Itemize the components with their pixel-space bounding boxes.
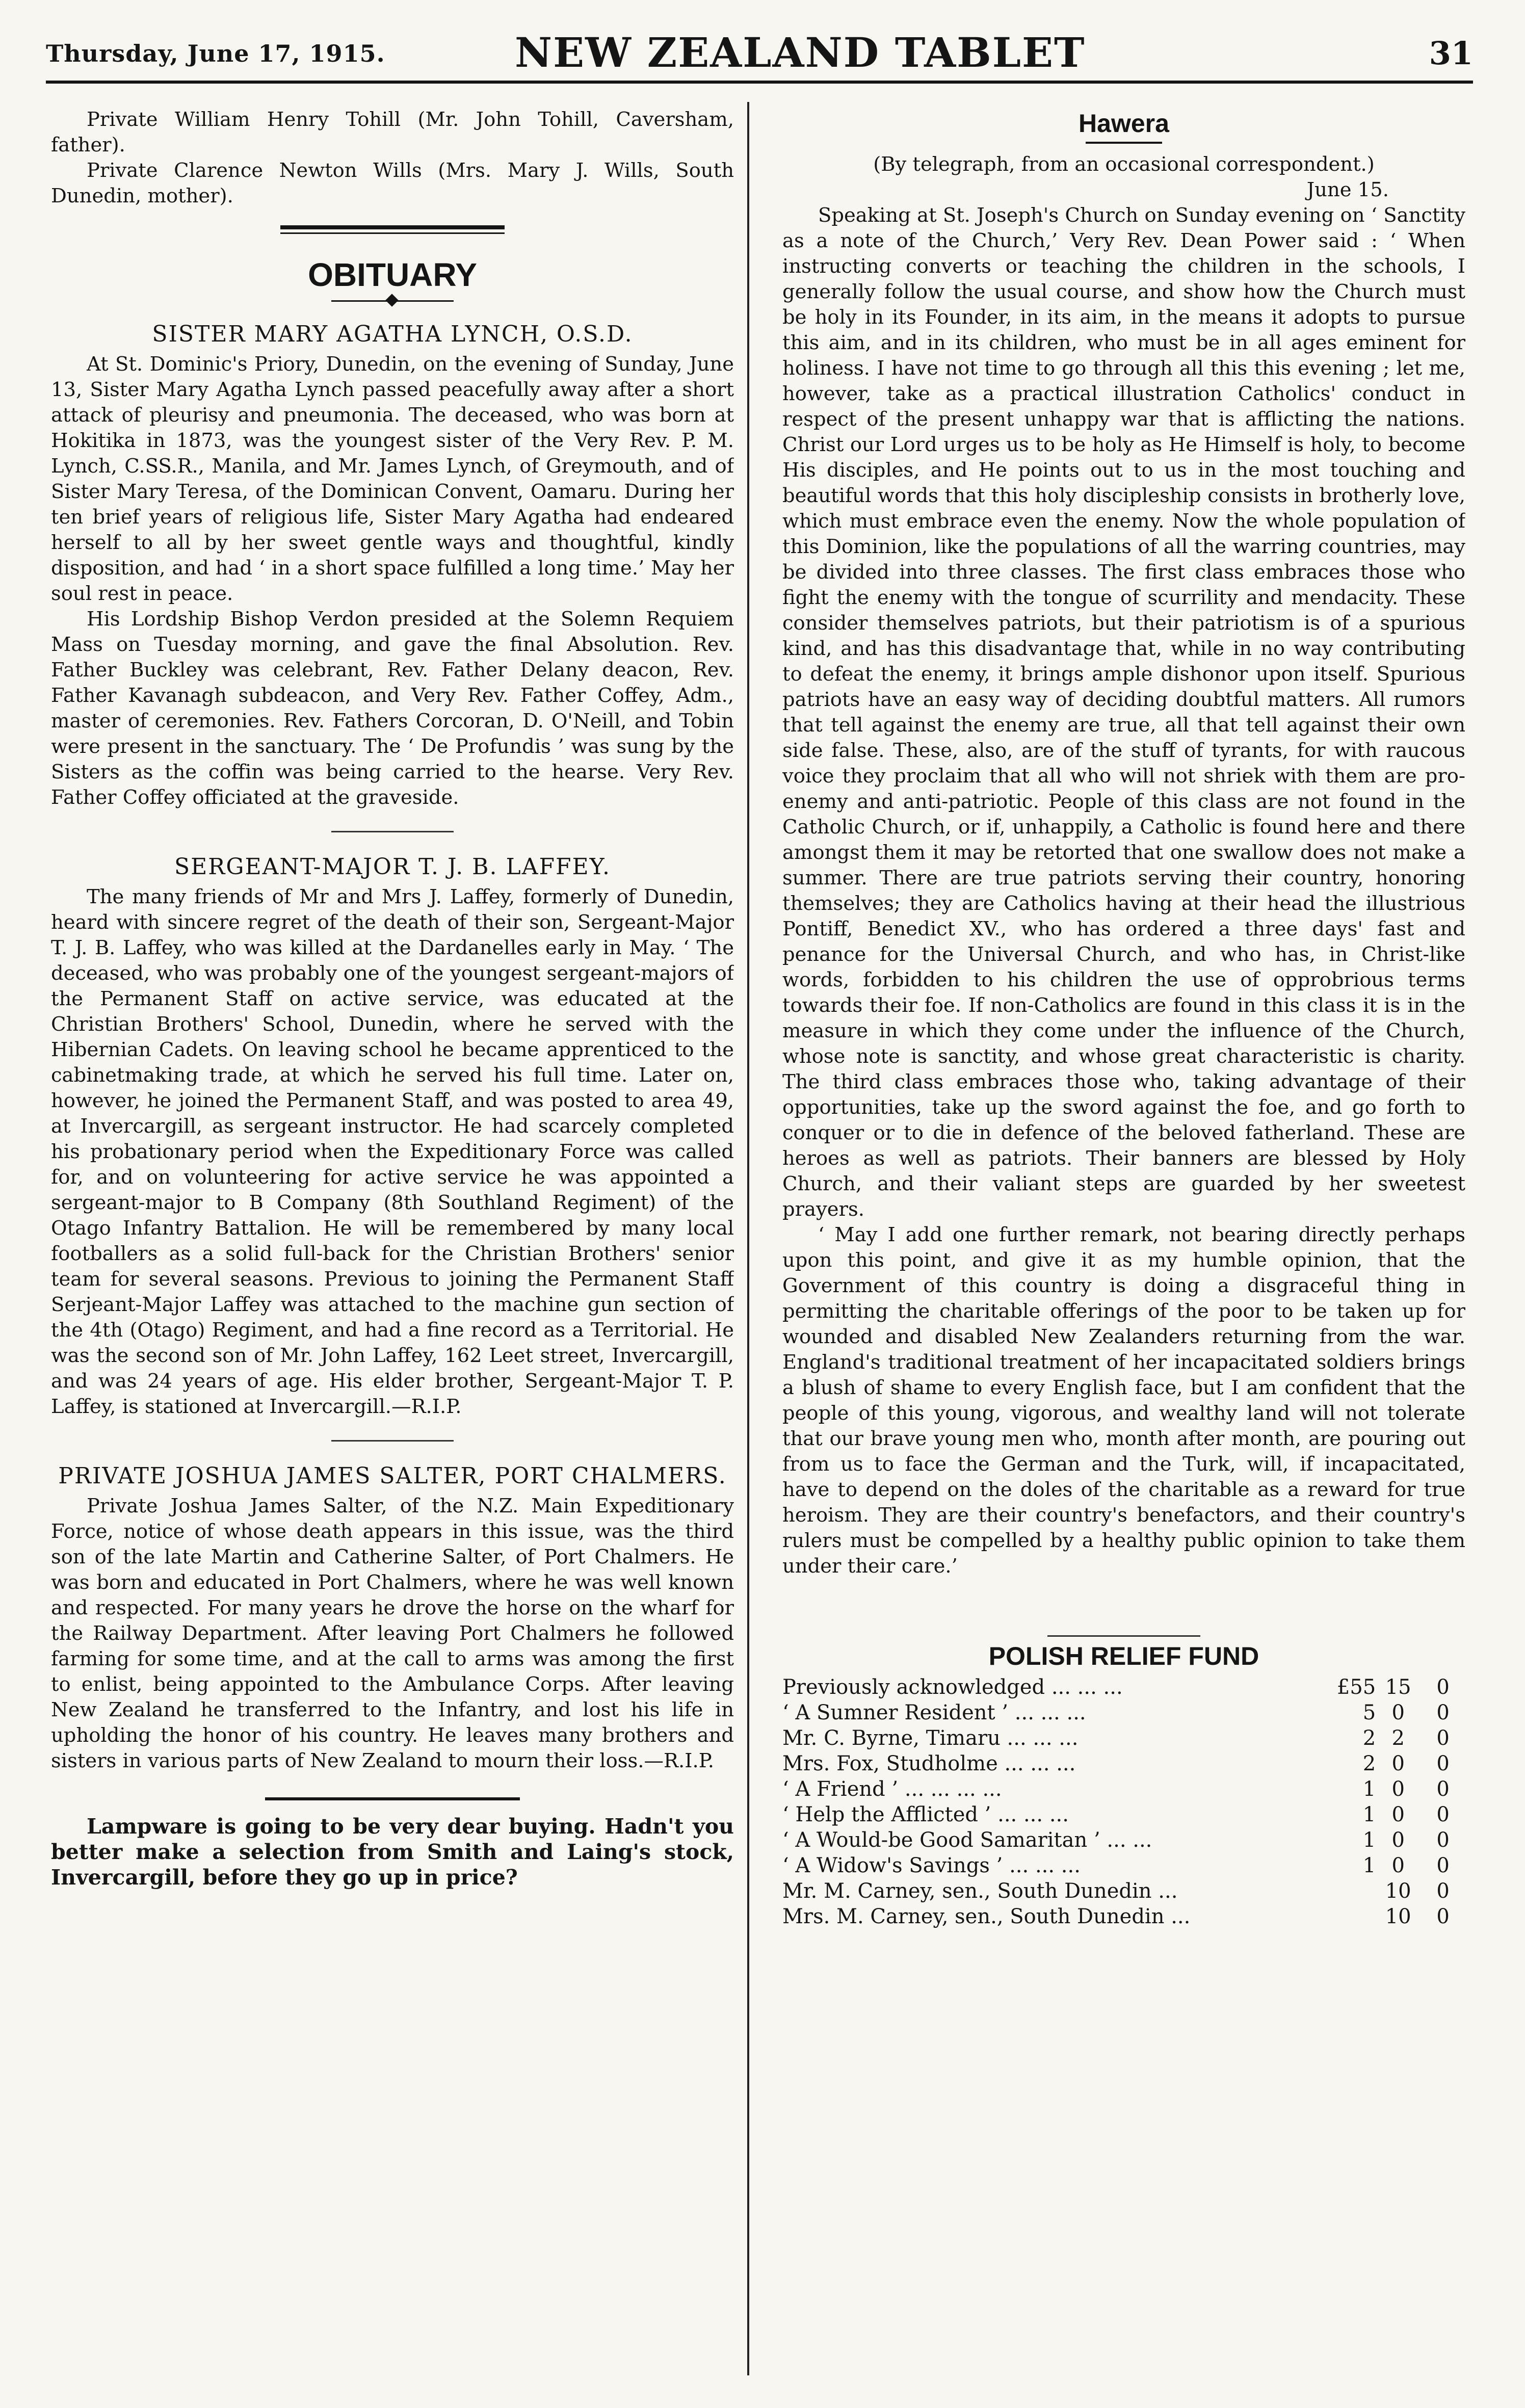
ornamental-rule [331,300,454,308]
fund-table [782,1674,1465,1929]
table-row [782,1725,1465,1751]
donor-name: ‘ A Friend ’ ... ... ... ... [782,1777,1002,1801]
table-row [782,1904,1465,1929]
amount-pence: 0 [1436,1752,1450,1775]
amount-pounds: 2 [1362,1752,1376,1775]
amount-shillings: 10 [1385,1879,1411,1903]
amount-shillings: 0 [1391,1828,1405,1852]
casualty-line: Private Clarence Newton Wills (Mrs. Mary J. Wills, South Dunedin, mother). [51,159,734,207]
amount-shillings: 0 [1391,1854,1405,1877]
amount-pence: 0 [1436,1803,1450,1826]
article-paragraph: Speaking at St. Joseph's Church on Sunday evening on ‘ Sanctity as a note of the Church,’ Very Rev. Dean Power said : ‘ When instructing converts or teaching the children in the schools, I generally follow the usual course, and show how the Church must be holy in its Founder, in its aim, in the means it adopts to pursue this aim, and in its children, who must be in all ages eminent for holiness. I have not time to go through all this this evening ; let me, however, take as a practical illustration Catholics' conduct in respect of the present unhappy war that is afflicting the nations. Christ our Lord urges us to be holy as He Himself is holy, to become His disciples, and He points out to us in the most touching and beautiful words that this holy discipleship consists in brotherly love, which must embrace even the enemy. Now the whole population of this Dominion, like the populations of all the warring countries, may be divided into three classes. The first class embraces those who fight the enemy with the tongue of scurrility and mendacity. These consider themselves patriots, but their patriotism is of a spurious kind, and has this disadvantage that, while in no way contributing to defeat the enemy, it brings ample dishonor upon itself. Spurious patriots have an easy way of deciding doubtful matters. All rumors that tell against the enemy are true, all that tell against their own side false. These, also, are of the stuff of tyrants, for with raucous voice they proclaim that all who will not shriek with them are pro-enemy and anti-patriotic. People of this class are not found in the Catholic Church, or if, unhappily, a Catholic is found here and there amongst them it may be retorted that one swallow does not make a summer. There are true patriots serving their country, honoring themselves; they are Catholics having at their head the illustrious Pontiff, Benedict XV., who has ordered a three days' fast and penance for the Universal Church, and who has, in Christ-like words, forbidden to his children the use of opprobrious terms towards their foe. If non-Catholics are found in this class it is in the measure in which they come under the influence of the Church, whose note is sanctity, and whose great characteristic is charity. The third class embraces those who, taking advantage of their opportunities, take up the sword against the foe, and go forth to conquer or to die in defence of the beloved fatherland. These are heroes as well as patriots. Their banners are blessed by Holy Church, and their valiant steps are guarded by her sweetest prayers. [782,204,1465,1221]
obituary-paragraph: His Lordship Bishop Verdon presided at the Solemn Requiem Mass on Tuesday morning, and gave the final Absolution. Rev. Father Buckley was celebrant, Rev. Father Delany deacon, Rev. Father Kavanagh subdeacon, and Very Rev. Father Coffey, Adm., master of ceremonies. Rev. Fathers Corcoran, D. O'Neill, and Tobin were present in the sanctuary. The ‘ De Profundis ’ was sung by the Sisters as the coffin was being carried to the hearse. Very Rev. Father Coffey officiated at the graveside. [51,608,734,809]
amount-pence: 0 [1436,1879,1450,1903]
masthead [46,24,1473,84]
divider [1047,1635,1200,1637]
amount-pounds: 2 [1362,1726,1376,1750]
table-row [782,1700,1465,1725]
section-divider [280,225,505,234]
article-paragraph: ‘ May I add one further remark, not bearing directly perhaps upon this point, and give it as my humble opinion, that the Government of this country is doing a disgraceful thing in permitting the charitable offerings of the poor to be taken up for wounded and disabled New Zealanders returning from the war. England's traditional treatment of her incapacitated soldiers brings a blush of shame to every English face, but I am confident that the people of this young, vigorous, and wealthy land will not tolerate that our brave young men who, month after month, are pouring out from us to face the German and the Turk, will, if incapacitated, have to depend on the doles of the charitable as a reward for true heroism. They are their country's benefactors, and their country's rulers must be compelled by a healthy public opinion to take them under their care.’ [782,1223,1465,1578]
obituary-paragraph: The many friends of Mr and Mrs J. Laffey, formerly of Dunedin, heard with sincere regret of the death of their son, Sergeant-Major T. J. B. Laffey, who was killed at the Dardanelles early in May. ‘ The deceased, who was probably one of the youngest sergeant-majors of the Permanent Staff on active service, was educated at the Christian Brothers' School, Dunedin, where he served with the Hibernian Cadets. On leaving school he became apprenticed to the cabinetmaking trade, at which he served his full time. Later on, however, he joined the Permanent Staff, and was posted to area 49, at Invercargill, as sergeant instructor. He had scarcely completed his probationary period when the Expeditionary Force was called for, and on volunteering for active service he was appointed a sergeant-major to B Company (8th Southland Regiment) of the Otago Infantry Battalion. He will be remembered by many local footballers as a solid full-back for the Christian Brothers' senior team for several seasons. Previous to joining the Permanent Staff Serjeant-Major Laffey was attached to the machine gun section of the 4th (Otago) Regiment, and had a fine record as a Territorial. He was the second son of Mr. John Laffey, 162 Leet street, Invercargill, and was 24 years of age. His elder brother, Sergeant-Major T. P. Laffey, is stationed at Invercargill.—R.I.P. [51,885,734,1418]
amount-pence: 0 [1436,1854,1450,1877]
donor-name: Mrs. Fox, Studholme ... ... ... [782,1752,1076,1775]
amount-pounds: 5 [1362,1701,1376,1724]
table-row [782,1802,1465,1827]
donor-name: Mrs. M. Carney, sen., South Dunedin ... [782,1905,1191,1928]
amount-pence: 0 [1436,1701,1450,1724]
amount-pounds: 1 [1362,1803,1376,1826]
amount-pence: 0 [1436,1777,1450,1801]
amount-pounds [1286,1878,1376,1904]
casualty-line: Private William Henry Tohill (Mr. John Tohill, Caversham, father). [51,108,734,156]
right-column [782,107,1465,2380]
amount-pounds: £55 [1336,1676,1376,1699]
table-row [782,1776,1465,1802]
hawera-heading: Hawera [1079,109,1169,138]
byline: (By telegraph, from an occasional correspondent.) [873,153,1375,176]
amount-shillings: 0 [1391,1701,1405,1724]
amount-pounds: 1 [1362,1854,1376,1877]
dateline: June 15. [1306,178,1389,201]
donor-name: Previously acknowledged ... ... ... [782,1676,1123,1699]
newspaper-title: NEW ZEALAND TABLET [515,29,1086,76]
amount-pence: 0 [1436,1676,1450,1699]
divider [331,831,454,832]
amount-pounds: 1 [1362,1828,1376,1852]
table-row [782,1674,1465,1700]
obituary-paragraph: At St. Dominic's Priory, Dunedin, on the evening of Sunday, June 13, Sister Mary Agatha Lynch passed peacefully away after a short attack of pleurisy and pneumonia. The deceased, who was born at Hokitika in 1873, was the youngest sister of the Very Rev. P. M. Lynch, C.SS.R., Manila, and Mr. James Lynch, of Greymouth, and of Sister Mary Teresa, of the Dominican Convent, Oamaru. During her ten brief years of religious life, Sister Mary Agatha had endeared herself to all by her sweet gentle ways and thoughtful, kindly disposition, and had ‘ in a short space fulfilled a long time.’ May her soul rest in peace. [51,353,734,605]
donor-name: ‘ A Sumner Resident ’ ... ... ... [782,1701,1086,1724]
donor-name: Mr. C. Byrne, Timaru ... ... ... [782,1726,1079,1750]
fund-heading: POLISH RELIEF FUND [988,1642,1259,1670]
donor-name: ‘ Help the Afflicted ’ ... ... ... [782,1803,1069,1826]
amount-pence: 0 [1436,1905,1450,1928]
amount-shillings: 0 [1391,1777,1405,1801]
amount-shillings: 0 [1391,1752,1405,1775]
amount-pence: 0 [1436,1828,1450,1852]
amount-shillings: 2 [1391,1726,1405,1750]
column-divider [747,102,749,2375]
table-row [782,1827,1465,1853]
short-rule [1086,142,1162,144]
obituary-title-laffey: SERGEANT-MAJOR T. J. B. LAFFEY. [174,854,611,880]
divider [265,1797,520,1800]
issue-date: Thursday, June 17, 1915. [46,40,385,67]
amount-pence: 0 [1436,1726,1450,1750]
obituary-title-salter: PRIVATE JOSHUA JAMES SALTER, PORT CHALMERS. [58,1463,727,1489]
left-column [51,107,734,2380]
divider [331,1440,454,1442]
obituary-paragraph: Private Joshua James Salter, of the N.Z. Main Expeditionary Force, notice of whose death appears in this issue, was the third son of the late Martin and Catherine Salter, of Port Chalmers. He was born and educated in Port Chalmers, where he was well known and respected. For many years he drove the horse on the wharf for the Railway Department. After leaving Port Chalmers he followed farming for some time, and at the call to arms was among the first to enlist, being appointed to the Ambulance Corps. After leaving New Zealand he transferred to the Infantry, and lost his life in upholding the honor of his country. He leaves many brothers and sisters in various parts of New Zealand to mourn their loss.—R.I.P. [51,1495,734,1772]
amount-shillings: 0 [1391,1803,1405,1826]
obituary-heading: OBITUARY [308,256,477,293]
table-row [782,1751,1465,1776]
obituary-title-lynch: SISTER MARY AGATHA LYNCH, O.S.D. [152,321,633,347]
page-number: 31 [1429,35,1473,72]
advertisement: Lampware is going to be very dear buying. Hadn't you better make a selection from Smith and Laing's stock, Invercargill, before they go up in price? [51,1814,734,1890]
donor-name: ‘ A Would-be Good Samaritan ’ ... ... [782,1828,1152,1852]
amount-pounds: 1 [1362,1777,1376,1801]
donor-name: Mr. M. Carney, sen., South Dunedin ... [782,1879,1178,1903]
amount-shillings: 10 [1385,1905,1411,1928]
amount-pounds [1286,1904,1376,1929]
amount-shillings: 15 [1385,1676,1411,1699]
table-row [782,1878,1465,1904]
table-row [782,1853,1465,1878]
donor-name: ‘ A Widow's Savings ’ ... ... ... [782,1854,1081,1877]
